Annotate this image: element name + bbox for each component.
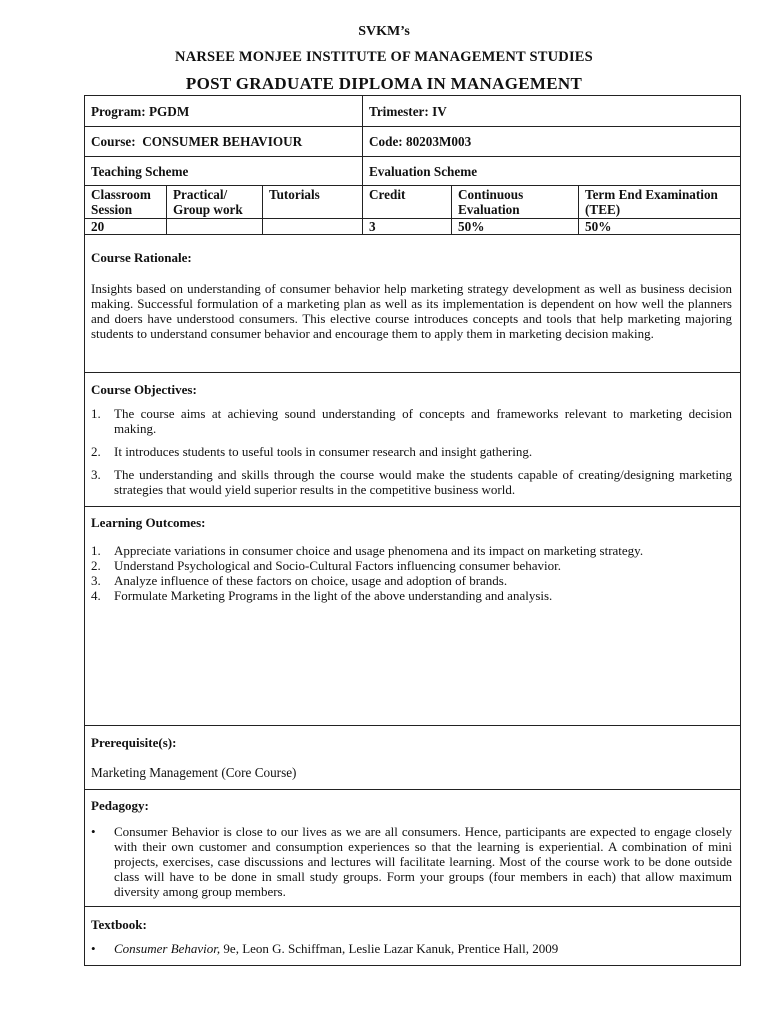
classroom-header: Classroom Session bbox=[91, 187, 151, 217]
prerequisites-title: Prerequisite(s): bbox=[91, 735, 177, 750]
row-divider bbox=[84, 185, 741, 186]
row-divider bbox=[84, 234, 741, 235]
row-divider bbox=[84, 506, 741, 507]
row-divider bbox=[84, 218, 741, 219]
book-authors: 9e, Leon G. Schiffman, Leslie Lazar Kanuk, bbox=[220, 941, 455, 956]
list-item: 4. Formulate Marketing Programs in the light of the above understanding and analysis. bbox=[91, 588, 553, 603]
trimester-field: Trimester: IV bbox=[369, 104, 447, 119]
list-item: 3. Analyze influence of these factors on choice, usage and adoption of brands. bbox=[91, 573, 508, 588]
credit-value: 3 bbox=[369, 219, 376, 234]
bullet-icon: • bbox=[91, 941, 96, 956]
rationale-text: Insights based on understanding of consumer behavior help marketing strategy development as well as business decision making. Successful formulation of a marketing plan as well as its implementation is dependent on how well the planners and doers have understood consumers. This elective course introduces concepts and tools that help marketing majoring students to understand consumer behavior and encourage them to apply them in marketing decision making. bbox=[91, 281, 732, 341]
program-title: POST GRADUATE DIPLOMA IN MANAGEMENT bbox=[185, 74, 583, 93]
list-item: 1. Appreciate variations in consumer choice and usage phenomena and its impact on marketing strategy. bbox=[91, 543, 644, 558]
column-divider bbox=[578, 185, 579, 234]
org-name: SVKM’s bbox=[358, 24, 410, 39]
row-divider bbox=[84, 156, 741, 157]
bullet-icon: • bbox=[91, 824, 96, 839]
teaching-scheme-label: Teaching Scheme bbox=[91, 164, 189, 179]
list-item: 3. The understanding and skills through the course would make the students capable of creating/designing marketing strategies that would yield superior results in the competitive business world. bbox=[91, 467, 732, 497]
outcomes-title: Learning Outcomes: bbox=[91, 515, 206, 530]
column-divider bbox=[451, 185, 452, 234]
program-field: Program: PGDM bbox=[91, 104, 190, 119]
row-divider bbox=[84, 126, 741, 127]
classroom-value: 20 bbox=[91, 219, 105, 234]
pedagogy-item bbox=[91, 824, 732, 899]
row-divider bbox=[84, 906, 741, 907]
credit-header: Credit bbox=[369, 187, 406, 202]
list-item: 2. It introduces students to useful tools in consumer research and insight gathering. bbox=[91, 444, 533, 459]
prerequisites-text: Marketing Management (Core Course) bbox=[91, 765, 297, 780]
list-item: 2. Understand Psychological and Socio-Cultural Factors influencing consumer behavior. bbox=[91, 558, 561, 573]
pedagogy-text: Consumer Behavior is close to our lives as we are all consumers. Hence, participants are expected to engage closely with their own customer and consumption experiences so that the learning is experiential. A combination of mini projects, exercises, case discussions and lectures will facilitate learning. Most of the course work to be done outside class will have to be done in small study groups. Form your groups (four members in each) that allow maximum diversity among group members. bbox=[114, 824, 732, 899]
continuous-evaluation-header: Continuous Evaluation bbox=[458, 187, 524, 217]
practical-header: Practical/ Group work bbox=[173, 187, 243, 217]
course-field: Course: CONSUMER BEHAVIOUR bbox=[91, 134, 303, 149]
column-divider bbox=[166, 185, 167, 234]
continuous-evaluation-value: 50% bbox=[458, 219, 485, 234]
code-field: Code: 80203M003 bbox=[369, 134, 472, 149]
textbook-title: Textbook: bbox=[91, 917, 147, 932]
row-divider bbox=[84, 789, 741, 790]
row-divider bbox=[84, 372, 741, 373]
tee-value: 50% bbox=[585, 219, 612, 234]
objectives-title: Course Objectives: bbox=[91, 382, 197, 397]
outcomes-list bbox=[91, 543, 732, 603]
book-title: Consumer Behavior, bbox=[114, 941, 221, 956]
column-divider bbox=[262, 185, 263, 234]
objectives-list bbox=[91, 406, 732, 505]
tee-header: Term End Examination (TEE) bbox=[585, 187, 718, 217]
column-divider bbox=[362, 95, 363, 234]
book-publisher: Prentice Hall, 2009 bbox=[454, 941, 559, 956]
institute-name: NARSEE MONJEE INSTITUTE OF MANAGEMENT STUDIES bbox=[175, 49, 593, 65]
evaluation-scheme-label: Evaluation Scheme bbox=[369, 164, 478, 179]
textbook-item bbox=[91, 941, 732, 956]
rationale-title: Course Rationale: bbox=[91, 250, 192, 265]
list-item: 1. The course aims at achieving sound understanding of concepts and frameworks relevant to marketing decision making. bbox=[91, 406, 732, 436]
row-divider bbox=[84, 725, 741, 726]
textbook-citation bbox=[114, 941, 732, 956]
tutorials-header: Tutorials bbox=[269, 187, 320, 202]
pedagogy-title: Pedagogy: bbox=[91, 798, 149, 813]
